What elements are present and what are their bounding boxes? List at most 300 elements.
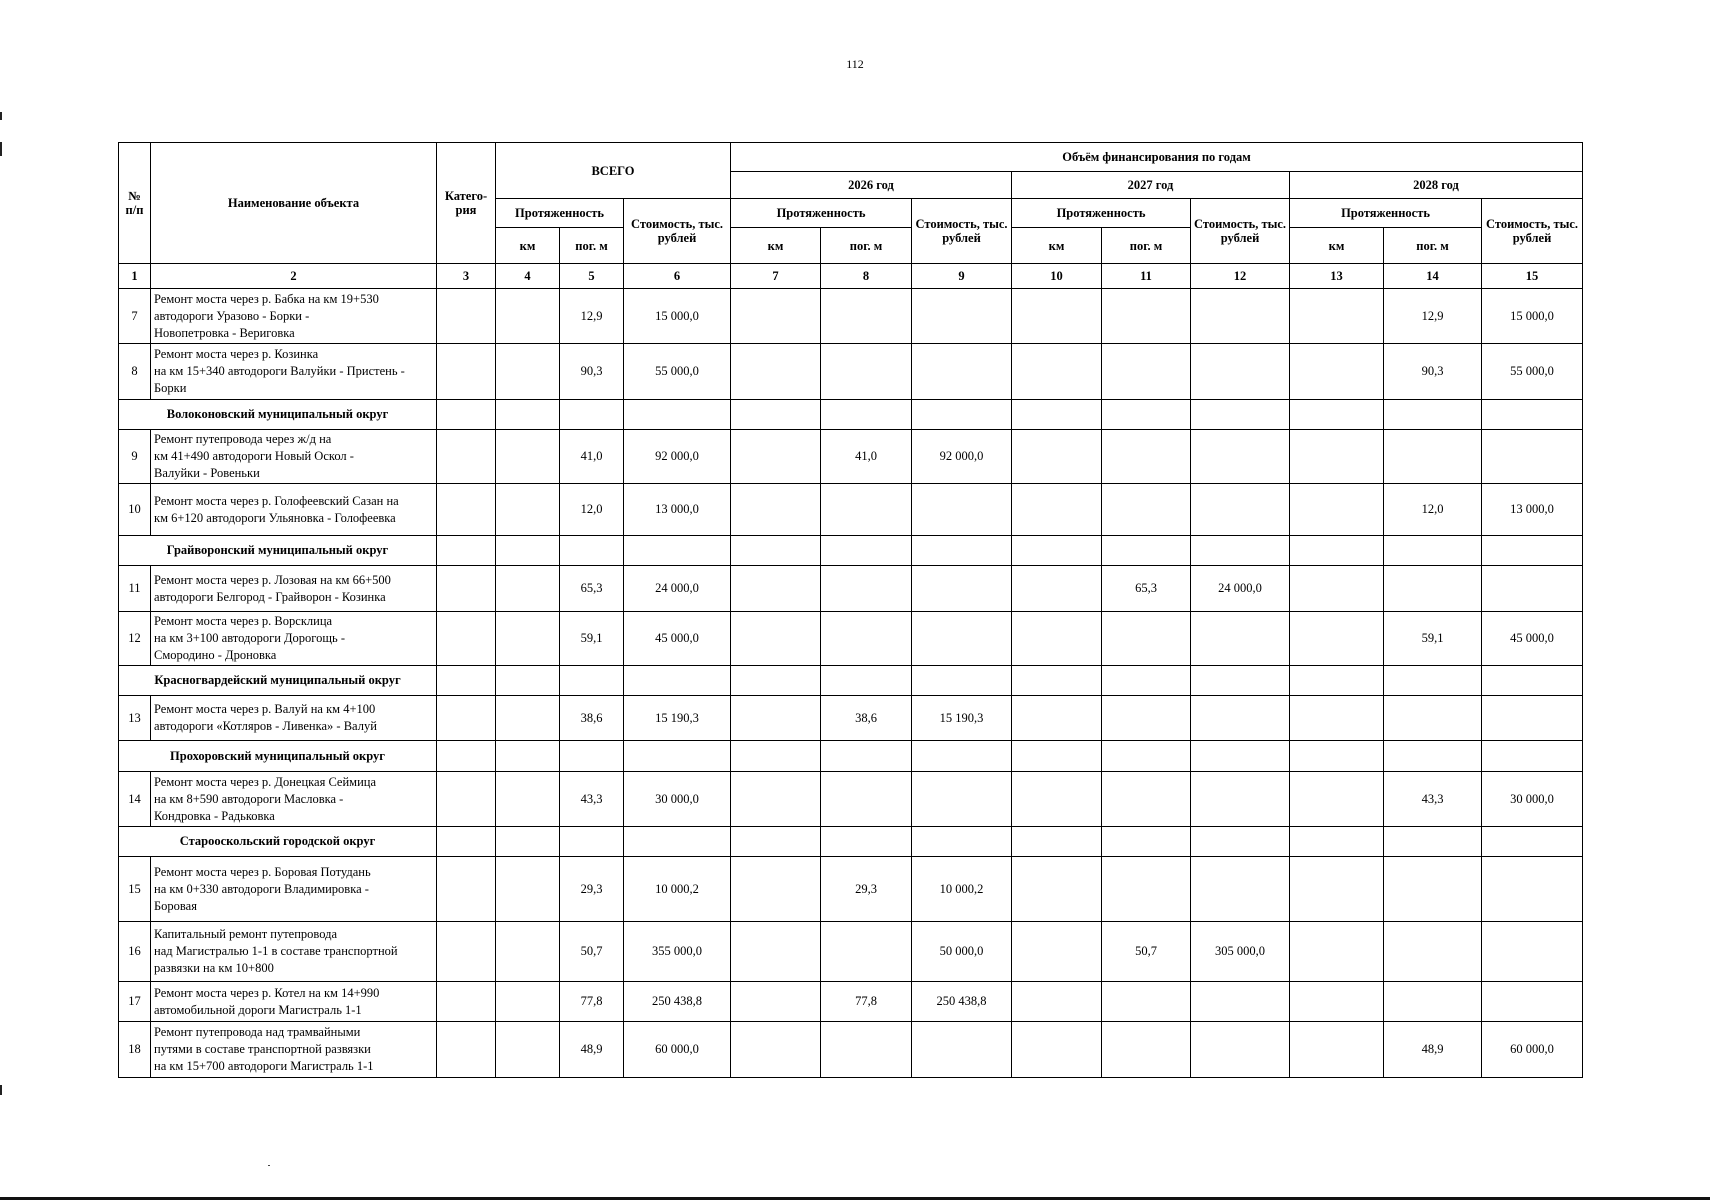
object-name [151,484,437,536]
value-cell [1191,484,1290,536]
empty-cell [560,827,624,857]
empty-cell [1384,827,1482,857]
header-financing-by-years: Объём финансирования по годам [731,143,1583,172]
district-row [119,741,1583,772]
value-cell [496,612,560,666]
district-name: Грайворонский муниципальный округ [119,536,437,566]
value-cell [1191,430,1290,484]
value-cell [731,430,821,484]
value-cell: 60 000,0 [1482,1022,1583,1078]
value-cell [1191,982,1290,1022]
value-cell: 250 438,8 [624,982,731,1022]
value-cell [731,922,821,982]
value-cell [1012,922,1102,982]
object-name-line: Боровая [154,898,197,913]
empty-cell [624,741,731,772]
district-row [119,400,1583,430]
value-cell [496,430,560,484]
column-number: 12 [1191,264,1290,289]
value-cell [1482,857,1583,922]
empty-cell [821,400,912,430]
value-cell [1102,1022,1191,1078]
value-cell [1102,430,1191,484]
empty-cell [1482,666,1583,696]
empty-cell [731,827,821,857]
header-year-2027: 2027 год [1012,172,1290,199]
value-cell [1290,289,1384,344]
value-cell: 13 000,0 [1482,484,1583,536]
value-cell [437,772,496,827]
column-number: 14 [1384,264,1482,289]
scan-edge-mark [0,1085,2,1095]
empty-cell [1482,827,1583,857]
value-cell [1191,612,1290,666]
header-length-2027: Протяженность [1012,199,1191,228]
value-cell: 65,3 [1102,566,1191,612]
financing-table [118,142,1583,1078]
empty-cell [624,827,731,857]
row-number: 7 [119,289,151,344]
object-name-line: Ремонт моста через р. Ворсклица [154,614,333,628]
value-cell [912,289,1012,344]
object-name [151,772,437,827]
object-name-line: Ремонт путепровода над трамвайными [154,1025,361,1039]
header-km-total: км [496,228,560,264]
district-row [119,536,1583,566]
value-cell: 305 000,0 [1191,922,1290,982]
value-cell [1290,857,1384,922]
value-cell [1384,857,1482,922]
empty-cell [560,666,624,696]
scan-edge-mark [0,112,2,120]
object-name [151,922,437,982]
empty-cell [731,400,821,430]
value-cell: 24 000,0 [1191,566,1290,612]
value-cell: 30 000,0 [624,772,731,827]
empty-cell [1102,666,1191,696]
column-number: 9 [912,264,1012,289]
row-number: 11 [119,566,151,612]
empty-cell [821,741,912,772]
value-cell [1102,857,1191,922]
table-row [119,566,1583,612]
value-cell: 45 000,0 [1482,612,1583,666]
empty-cell [1012,536,1102,566]
empty-cell [1384,536,1482,566]
empty-cell [437,741,496,772]
value-cell [1012,772,1102,827]
empty-cell [731,536,821,566]
empty-cell [912,827,1012,857]
value-cell [1012,566,1102,612]
value-cell: 59,1 [1384,612,1482,666]
value-cell: 38,6 [821,696,912,741]
object-name-line: автодороги Белгород - Грайворон - Козинка [154,589,386,604]
object-name-line: Валуйки - Ровеньки [154,466,260,480]
value-cell [496,344,560,400]
empty-cell [1290,741,1384,772]
value-cell [821,922,912,982]
header-pog-m-2028: пог. м [1384,228,1482,264]
header-length-2026: Протяженность [731,199,912,228]
value-cell [1102,772,1191,827]
value-cell [1290,772,1384,827]
value-cell [1290,922,1384,982]
value-cell [1384,566,1482,612]
column-number: 1 [119,264,151,289]
district-name: Прохоровский муниципальный округ [119,741,437,772]
table-row [119,289,1583,344]
value-cell: 41,0 [560,430,624,484]
row-number: 17 [119,982,151,1022]
value-cell [1012,982,1102,1022]
value-cell: 13 000,0 [624,484,731,536]
value-cell: 55 000,0 [1482,344,1583,400]
value-cell [496,696,560,741]
empty-cell [1191,741,1290,772]
value-cell [1290,982,1384,1022]
empty-cell [1290,400,1384,430]
object-name-line: над Магистралью 1-1 в составе транспортной [154,944,398,958]
header-pog-m-2026: пог. м [821,228,912,264]
value-cell [731,982,821,1022]
empty-cell [1102,400,1191,430]
object-name-line: развязки на км 10+800 [154,961,274,975]
value-cell [1191,772,1290,827]
value-cell: 10 000,2 [912,857,1012,922]
empty-cell [496,666,560,696]
header-km-2026: км [731,228,821,264]
value-cell [1012,484,1102,536]
value-cell [731,566,821,612]
header-cost-2028: Стоимость, тыс. рублей [1482,199,1583,264]
value-cell [731,772,821,827]
value-cell [437,612,496,666]
page-number: 112 [846,57,864,71]
value-cell [821,1022,912,1078]
value-cell: 12,0 [1384,484,1482,536]
empty-cell [1102,536,1191,566]
object-name-line: Ремонт моста через р. Бабка на км 19+530 [154,291,379,306]
value-cell [1012,1022,1102,1078]
value-cell: 12,9 [560,289,624,344]
header-cost-total: Стоимость, тыс. рублей [624,199,731,264]
empty-cell [437,827,496,857]
value-cell [821,484,912,536]
row-number: 8 [119,344,151,400]
value-cell [731,1022,821,1078]
value-cell: 55 000,0 [624,344,731,400]
object-name-line: Ремонт моста через р. Боровая Потудань [154,864,371,879]
value-cell [1290,566,1384,612]
value-cell: 15 190,3 [624,696,731,741]
table-row [119,857,1583,922]
object-name-line: на км 3+100 автодороги Дорогощь - [154,631,345,645]
empty-cell [560,536,624,566]
value-cell [437,857,496,922]
empty-cell [1384,400,1482,430]
object-name-line: Кондровка - Радьковка [154,808,275,823]
empty-cell [437,666,496,696]
empty-cell [912,741,1012,772]
table-row [119,484,1583,536]
value-cell: 10 000,2 [624,857,731,922]
table-body [119,264,1583,1078]
value-cell: 92 000,0 [912,430,1012,484]
empty-cell [1102,741,1191,772]
value-cell [1384,696,1482,741]
value-cell [1012,430,1102,484]
empty-cell [437,400,496,430]
value-cell [1012,344,1102,400]
row-number: 13 [119,696,151,741]
table-header [119,143,1583,264]
value-cell [437,566,496,612]
row-number: 18 [119,1022,151,1078]
value-cell [1482,922,1583,982]
value-cell: 29,3 [560,857,624,922]
value-cell: 12,9 [1384,289,1482,344]
value-cell: 48,9 [560,1022,624,1078]
value-cell: 50 000,0 [912,922,1012,982]
scan-speck [268,1165,270,1166]
value-cell: 50,7 [1102,922,1191,982]
value-cell [1012,696,1102,741]
object-name [151,430,437,484]
value-cell [1384,982,1482,1022]
object-name [151,344,437,400]
object-name-line: Ремонт моста через р. Валуй на км 4+100 [154,702,376,716]
value-cell [731,344,821,400]
header-pog-m-total: пог. м [560,228,624,264]
empty-cell [1191,400,1290,430]
table-row [119,696,1583,741]
header-cost-2027: Стоимость, тыс. рублей [1191,199,1290,264]
empty-cell [912,666,1012,696]
table-row [119,344,1583,400]
object-name-line: Капитальный ремонт путепровода [154,927,338,941]
value-cell [731,696,821,741]
empty-cell [1290,536,1384,566]
value-cell [437,344,496,400]
value-cell: 355 000,0 [624,922,731,982]
value-cell: 90,3 [1384,344,1482,400]
value-cell [1290,344,1384,400]
value-cell [821,612,912,666]
value-cell [437,696,496,741]
column-number: 5 [560,264,624,289]
row-number: 10 [119,484,151,536]
column-number: 4 [496,264,560,289]
object-name-line: на км 0+330 автодороги Владимировка - [154,881,369,896]
header-number: № п/п [119,143,151,264]
object-name-line: Смородино - Дроновка [154,648,277,662]
value-cell [1102,982,1191,1022]
object-name-line: на км 15+340 автодороги Валуйки - Пристень - [154,364,405,378]
empty-cell [821,666,912,696]
header-km-2027: км [1012,228,1102,264]
column-number: 11 [1102,264,1191,289]
column-numbers-row [119,264,1583,289]
row-number: 14 [119,772,151,827]
empty-cell [731,666,821,696]
value-cell: 77,8 [821,982,912,1022]
value-cell [1290,430,1384,484]
header-pog-m-2027: пог. м [1102,228,1191,264]
empty-cell [1482,400,1583,430]
empty-cell [437,536,496,566]
empty-cell [624,666,731,696]
empty-cell [624,536,731,566]
empty-cell [560,400,624,430]
header-year-2026: 2026 год [731,172,1012,199]
empty-cell [1012,400,1102,430]
header-object-name: Наименование объекта [151,143,437,264]
object-name [151,857,437,922]
empty-cell [1012,741,1102,772]
empty-cell [1012,827,1102,857]
value-cell [1191,696,1290,741]
value-cell: 250 438,8 [912,982,1012,1022]
value-cell: 90,3 [560,344,624,400]
value-cell: 38,6 [560,696,624,741]
column-number: 6 [624,264,731,289]
value-cell: 15 190,3 [912,696,1012,741]
object-name-line: автодороги Уразово - Борки - [154,308,310,323]
table-row [119,772,1583,827]
value-cell [731,484,821,536]
object-name-line: на км 8+590 автодороги Масловка - [154,791,344,806]
object-name-line: автомобильной дороги Магистраль 1-1 [154,1002,362,1017]
value-cell [496,982,560,1022]
value-cell: 48,9 [1384,1022,1482,1078]
table-row [119,982,1583,1022]
value-cell [731,289,821,344]
object-name [151,982,437,1022]
empty-cell [1482,741,1583,772]
object-name-line: Новопетровка - Вериговка [154,325,295,340]
object-name [151,289,437,344]
value-cell [731,612,821,666]
value-cell [437,289,496,344]
empty-cell [1290,666,1384,696]
empty-cell [912,400,1012,430]
object-name-line: км 6+120 автодороги Ульяновка - Голофеевка [154,510,396,525]
empty-cell [496,741,560,772]
value-cell [496,772,560,827]
value-cell [1102,289,1191,344]
value-cell [821,344,912,400]
value-cell: 12,0 [560,484,624,536]
header-length-total: Протяженность [496,199,624,228]
district-name: Красногвардейский муниципальный округ [119,666,437,696]
value-cell: 59,1 [560,612,624,666]
header-km-2028: км [1290,228,1384,264]
value-cell [496,857,560,922]
value-cell [1482,430,1583,484]
empty-cell [1191,827,1290,857]
empty-cell [821,536,912,566]
object-name-line: Ремонт моста через р. Козинка [154,347,319,361]
district-name: Старооскольский городской округ [119,827,437,857]
value-cell: 43,3 [1384,772,1482,827]
value-cell: 60 000,0 [624,1022,731,1078]
empty-cell [624,400,731,430]
value-cell: 65,3 [560,566,624,612]
value-cell [1482,566,1583,612]
value-cell [1102,484,1191,536]
header-cost-2026: Стоимость, тыс. рублей [912,199,1012,264]
table-row [119,1022,1583,1078]
object-name-line: путями в составе транспортной развязки [154,1042,371,1056]
value-cell: 24 000,0 [624,566,731,612]
value-cell [437,430,496,484]
value-cell [437,1022,496,1078]
empty-cell [496,536,560,566]
empty-cell [731,741,821,772]
value-cell [496,922,560,982]
value-cell [912,1022,1012,1078]
value-cell [912,344,1012,400]
value-cell [1191,857,1290,922]
value-cell: 15 000,0 [624,289,731,344]
value-cell [437,484,496,536]
value-cell: 77,8 [560,982,624,1022]
district-name: Волоконовский муниципальный округ [119,400,437,430]
column-number: 2 [151,264,437,289]
value-cell [1290,484,1384,536]
value-cell [1482,696,1583,741]
value-cell [496,484,560,536]
object-name-line: Ремонт моста через р. Голофеевский Сазан на [154,493,399,508]
header-total: ВСЕГО [496,143,731,199]
value-cell [1191,1022,1290,1078]
header-length-2028: Протяженность [1290,199,1482,228]
row-number: 15 [119,857,151,922]
value-cell [1012,857,1102,922]
value-cell [1290,612,1384,666]
district-row [119,666,1583,696]
value-cell [1012,612,1102,666]
value-cell [1290,1022,1384,1078]
row-number: 12 [119,612,151,666]
empty-cell [1191,666,1290,696]
value-cell [1384,430,1482,484]
value-cell [821,289,912,344]
value-cell [912,484,1012,536]
object-name-line: Борки [154,381,187,395]
empty-cell [560,741,624,772]
value-cell [912,772,1012,827]
empty-cell [1384,741,1482,772]
object-name-line: Ремонт моста через р. Лозовая на км 66+500 [154,572,391,587]
value-cell [731,857,821,922]
value-cell [1102,344,1191,400]
column-number: 15 [1482,264,1583,289]
value-cell [1290,696,1384,741]
column-number: 8 [821,264,912,289]
scan-edge-mark [0,142,2,156]
value-cell [437,922,496,982]
column-number: 13 [1290,264,1384,289]
empty-cell [1384,666,1482,696]
value-cell: 15 000,0 [1482,289,1583,344]
value-cell [1191,344,1290,400]
row-number: 16 [119,922,151,982]
value-cell [437,982,496,1022]
empty-cell [912,536,1012,566]
value-cell: 45 000,0 [624,612,731,666]
